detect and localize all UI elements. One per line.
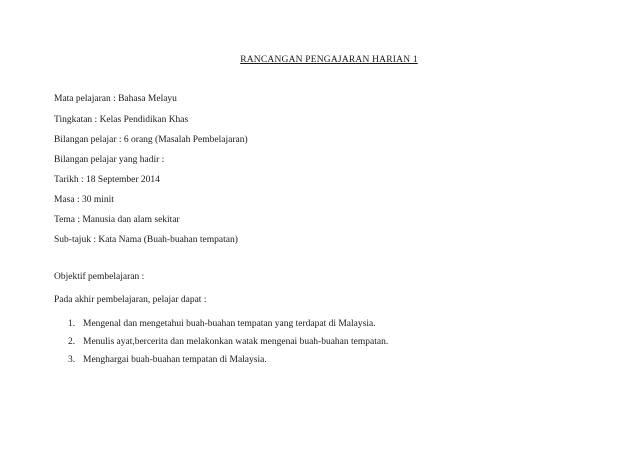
field-students-present: Bilangan pelajar yang hadir : xyxy=(54,155,165,165)
objective-list xyxy=(54,318,388,372)
document-title: RANCANGAN PENGAJARAN HARIAN 1 xyxy=(240,55,418,65)
field-level: Tingkatan : Kelas Pendidikan Khas xyxy=(54,115,189,125)
list-item xyxy=(54,354,388,372)
list-item xyxy=(54,318,388,336)
list-item-text: Menghargai buah-buahan tempatan di Malaysia. xyxy=(83,355,267,365)
field-date: Tarikh : 18 September 2014 xyxy=(54,175,160,185)
list-item xyxy=(54,336,388,354)
field-theme: Tema : Manusia dan alam sekitar xyxy=(54,215,180,225)
field-student-count: Bilangan pelajar : 6 orang (Masalah Pembelajaran) xyxy=(54,135,248,145)
list-item-text: Menulis ayat,bercerita dan melakonkan watak mengenai buah-buahan tempatan. xyxy=(83,337,389,347)
field-subtopic: Sub-tajuk : Kata Nama (Buah-buahan tempatan) xyxy=(54,235,238,245)
list-item-number: 1. xyxy=(68,319,76,329)
list-item-number: 3. xyxy=(68,355,76,365)
objective-intro: Pada akhir pembelajaran, pelajar dapat : xyxy=(54,295,207,305)
list-item-number: 2. xyxy=(68,337,76,347)
list-item-text: Mengenal dan mengetahui buah-buahan tempatan yang terdapat di Malaysia. xyxy=(83,319,376,329)
field-duration: Masa : 30 minit xyxy=(54,195,114,205)
objective-heading: Objektif pembelajaran : xyxy=(54,272,145,282)
field-subject: Mata pelajaran : Bahasa Melayu xyxy=(54,94,177,104)
